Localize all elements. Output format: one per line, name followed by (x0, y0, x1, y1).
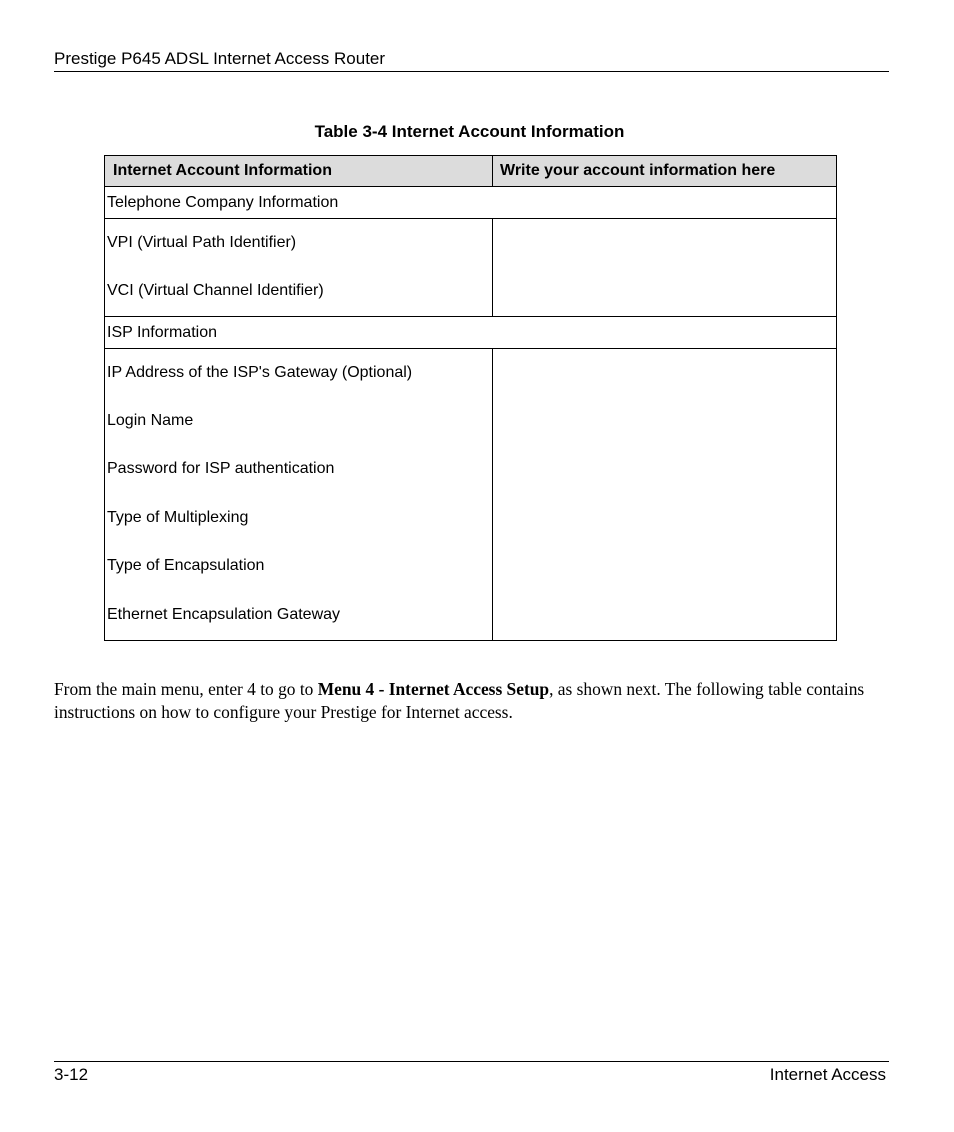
field-label-login-name: Login Name (107, 412, 194, 429)
write-in-cell (493, 219, 837, 317)
column-header-write-here: Write your account information here (493, 156, 837, 187)
document-title: Prestige P645 ADSL Internet Access Router (54, 49, 386, 68)
table-caption: Table 3-4 Internet Account Information (314, 122, 625, 141)
section-row-telephone-company (105, 187, 837, 219)
paragraph-text: From the main menu, enter 4 to go to (54, 679, 318, 699)
field-label-password: Password for ISP authentication (107, 460, 335, 477)
table-row (105, 349, 837, 641)
section-title: Telephone Company Information (105, 187, 837, 219)
field-label-isp-gateway: IP Address of the ISP's Gateway (Optional) (107, 364, 413, 381)
page-header (54, 48, 889, 72)
write-in-cell (493, 349, 837, 641)
table-header-row (105, 156, 837, 187)
chapter-title: Internet Access (769, 1065, 886, 1084)
field-label-encapsulation: Type of Encapsulation (107, 557, 265, 574)
body-paragraph (54, 678, 894, 724)
field-label-ethernet-gateway: Ethernet Encapsulation Gateway (107, 606, 341, 623)
section-title: ISP Information (105, 317, 837, 349)
field-labels-cell (105, 219, 493, 317)
paragraph-text: , as shown next. The following table contains instructions on how to configure your Prestige for Internet access. (54, 679, 865, 722)
table-row (105, 219, 837, 317)
field-label-multiplexing: Type of Multiplexing (107, 509, 249, 526)
page-number: 3-12 (54, 1065, 89, 1084)
field-labels-cell (105, 349, 493, 641)
internet-account-table (104, 155, 837, 641)
section-row-isp (105, 317, 837, 349)
field-label-vci: VCI (Virtual Channel Identifier) (107, 282, 324, 299)
field-label-vpi: VPI (Virtual Path Identifier) (107, 234, 297, 251)
column-header-account-info: Internet Account Information (105, 156, 493, 187)
menu-reference: Menu 4 - Internet Access Setup (317, 679, 550, 699)
page-footer (54, 1061, 889, 1092)
